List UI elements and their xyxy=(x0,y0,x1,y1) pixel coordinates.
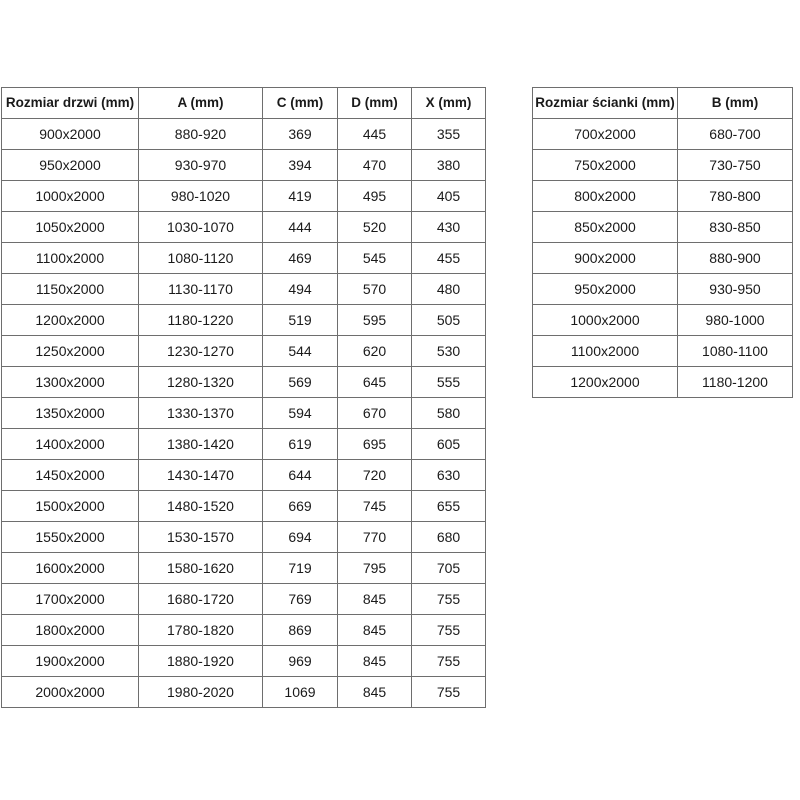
table-row xyxy=(533,119,793,150)
door-table-head xyxy=(2,88,486,119)
table-cell: 1450x2000 xyxy=(2,460,139,491)
table-cell: 544 xyxy=(263,336,338,367)
table-row xyxy=(533,305,793,336)
table-cell: 845 xyxy=(338,584,412,615)
table-cell: 1069 xyxy=(263,677,338,708)
table-cell: 950x2000 xyxy=(2,150,139,181)
table-cell: 1250x2000 xyxy=(2,336,139,367)
table-cell: 1000x2000 xyxy=(2,181,139,212)
table-cell: 700x2000 xyxy=(533,119,678,150)
header-cell: C (mm) xyxy=(263,88,338,119)
table-cell: 580 xyxy=(412,398,486,429)
table-row xyxy=(533,212,793,243)
table-row xyxy=(2,336,486,367)
table-row xyxy=(533,243,793,274)
table-row xyxy=(2,274,486,305)
table-cell: 900x2000 xyxy=(533,243,678,274)
table-cell: 1130-1170 xyxy=(139,274,263,305)
header-cell: Rozmiar ścianki (mm) xyxy=(533,88,678,119)
table-cell: 670 xyxy=(338,398,412,429)
table-cell: 1100x2000 xyxy=(533,336,678,367)
table-cell: 595 xyxy=(338,305,412,336)
table-cell: 1480-1520 xyxy=(139,491,263,522)
table-cell: 1000x2000 xyxy=(533,305,678,336)
table-cell: 455 xyxy=(412,243,486,274)
table-cell: 830-850 xyxy=(678,212,793,243)
table-cell: 680 xyxy=(412,522,486,553)
header-row xyxy=(2,88,486,119)
table-cell: 680-700 xyxy=(678,119,793,150)
table-cell: 1600x2000 xyxy=(2,553,139,584)
table-cell: 795 xyxy=(338,553,412,584)
table-cell: 1500x2000 xyxy=(2,491,139,522)
table-cell: 1550x2000 xyxy=(2,522,139,553)
table-cell: 880-900 xyxy=(678,243,793,274)
door-table-body xyxy=(2,119,486,708)
table-cell: 419 xyxy=(263,181,338,212)
table-cell: 655 xyxy=(412,491,486,522)
table-cell: 1200x2000 xyxy=(2,305,139,336)
table-cell: 2000x2000 xyxy=(2,677,139,708)
table-cell: 1200x2000 xyxy=(533,367,678,398)
wall-size-table xyxy=(532,87,793,398)
table-cell: 1780-1820 xyxy=(139,615,263,646)
table-cell: 405 xyxy=(412,181,486,212)
table-cell: 1300x2000 xyxy=(2,367,139,398)
table-row xyxy=(533,274,793,305)
table-cell: 1800x2000 xyxy=(2,615,139,646)
table-cell: 694 xyxy=(263,522,338,553)
table-row xyxy=(2,212,486,243)
table-cell: 750x2000 xyxy=(533,150,678,181)
table-cell: 800x2000 xyxy=(533,181,678,212)
header-cell: D (mm) xyxy=(338,88,412,119)
table-row xyxy=(533,181,793,212)
header-row xyxy=(533,88,793,119)
table-row xyxy=(2,367,486,398)
table-cell: 470 xyxy=(338,150,412,181)
table-cell: 1700x2000 xyxy=(2,584,139,615)
table-cell: 1080-1120 xyxy=(139,243,263,274)
table-cell: 594 xyxy=(263,398,338,429)
table-row xyxy=(533,367,793,398)
table-row xyxy=(2,398,486,429)
table-cell: 755 xyxy=(412,646,486,677)
table-cell: 394 xyxy=(263,150,338,181)
table-cell: 730-750 xyxy=(678,150,793,181)
table-cell: 1050x2000 xyxy=(2,212,139,243)
table-cell: 555 xyxy=(412,367,486,398)
table-cell: 520 xyxy=(338,212,412,243)
table-cell: 620 xyxy=(338,336,412,367)
table-cell: 969 xyxy=(263,646,338,677)
table-row xyxy=(2,305,486,336)
table-row xyxy=(2,491,486,522)
header-cell: B (mm) xyxy=(678,88,793,119)
table-cell: 755 xyxy=(412,584,486,615)
table-cell: 1380-1420 xyxy=(139,429,263,460)
table-cell: 645 xyxy=(338,367,412,398)
table-cell: 530 xyxy=(412,336,486,367)
table-cell: 769 xyxy=(263,584,338,615)
table-cell: 380 xyxy=(412,150,486,181)
table-cell: 430 xyxy=(412,212,486,243)
table-cell: 495 xyxy=(338,181,412,212)
table-row xyxy=(2,522,486,553)
table-cell: 1150x2000 xyxy=(2,274,139,305)
table-cell: 930-950 xyxy=(678,274,793,305)
header-cell: A (mm) xyxy=(139,88,263,119)
table-cell: 1900x2000 xyxy=(2,646,139,677)
header-cell: Rozmiar drzwi (mm) xyxy=(2,88,139,119)
table-cell: 770 xyxy=(338,522,412,553)
table-cell: 1030-1070 xyxy=(139,212,263,243)
table-cell: 355 xyxy=(412,119,486,150)
table-cell: 755 xyxy=(412,615,486,646)
table-cell: 1280-1320 xyxy=(139,367,263,398)
table-cell: 1530-1570 xyxy=(139,522,263,553)
table-cell: 570 xyxy=(338,274,412,305)
table-cell: 745 xyxy=(338,491,412,522)
table-cell: 780-800 xyxy=(678,181,793,212)
table-cell: 845 xyxy=(338,615,412,646)
table-cell: 1430-1470 xyxy=(139,460,263,491)
table-row xyxy=(2,181,486,212)
table-cell: 930-970 xyxy=(139,150,263,181)
table-cell: 980-1020 xyxy=(139,181,263,212)
table-row xyxy=(2,584,486,615)
table-cell: 469 xyxy=(263,243,338,274)
header-cell: X (mm) xyxy=(412,88,486,119)
table-cell: 719 xyxy=(263,553,338,584)
table-row xyxy=(2,150,486,181)
table-cell: 845 xyxy=(338,646,412,677)
table-row xyxy=(2,646,486,677)
table-cell: 619 xyxy=(263,429,338,460)
table-cell: 545 xyxy=(338,243,412,274)
table-cell: 1580-1620 xyxy=(139,553,263,584)
table-row xyxy=(2,119,486,150)
table-cell: 869 xyxy=(263,615,338,646)
door-size-table xyxy=(1,87,486,708)
table-cell: 1980-2020 xyxy=(139,677,263,708)
wall-table-body xyxy=(533,119,793,398)
table-cell: 1100x2000 xyxy=(2,243,139,274)
table-cell: 569 xyxy=(263,367,338,398)
table-cell: 1080-1100 xyxy=(678,336,793,367)
table-cell: 1350x2000 xyxy=(2,398,139,429)
table-cell: 480 xyxy=(412,274,486,305)
table-cell: 494 xyxy=(263,274,338,305)
table-cell: 900x2000 xyxy=(2,119,139,150)
table-row xyxy=(2,243,486,274)
table-cell: 644 xyxy=(263,460,338,491)
table-cell: 950x2000 xyxy=(533,274,678,305)
wall-table-head xyxy=(533,88,793,119)
table-row xyxy=(2,429,486,460)
table-cell: 1180-1220 xyxy=(139,305,263,336)
table-cell: 445 xyxy=(338,119,412,150)
table-row xyxy=(533,336,793,367)
table-cell: 444 xyxy=(263,212,338,243)
table-cell: 519 xyxy=(263,305,338,336)
table-row xyxy=(2,677,486,708)
table-cell: 755 xyxy=(412,677,486,708)
table-cell: 845 xyxy=(338,677,412,708)
table-cell: 505 xyxy=(412,305,486,336)
table-cell: 669 xyxy=(263,491,338,522)
table-cell: 850x2000 xyxy=(533,212,678,243)
table-cell: 1680-1720 xyxy=(139,584,263,615)
table-cell: 705 xyxy=(412,553,486,584)
table-cell: 695 xyxy=(338,429,412,460)
table-row xyxy=(533,150,793,181)
table-cell: 1180-1200 xyxy=(678,367,793,398)
table-cell: 1330-1370 xyxy=(139,398,263,429)
table-cell: 1230-1270 xyxy=(139,336,263,367)
table-cell: 369 xyxy=(263,119,338,150)
table-cell: 880-920 xyxy=(139,119,263,150)
table-row xyxy=(2,553,486,584)
table-cell: 1400x2000 xyxy=(2,429,139,460)
table-cell: 605 xyxy=(412,429,486,460)
table-cell: 1880-1920 xyxy=(139,646,263,677)
table-cell: 630 xyxy=(412,460,486,491)
table-row xyxy=(2,460,486,491)
table-cell: 720 xyxy=(338,460,412,491)
table-cell: 980-1000 xyxy=(678,305,793,336)
table-row xyxy=(2,615,486,646)
